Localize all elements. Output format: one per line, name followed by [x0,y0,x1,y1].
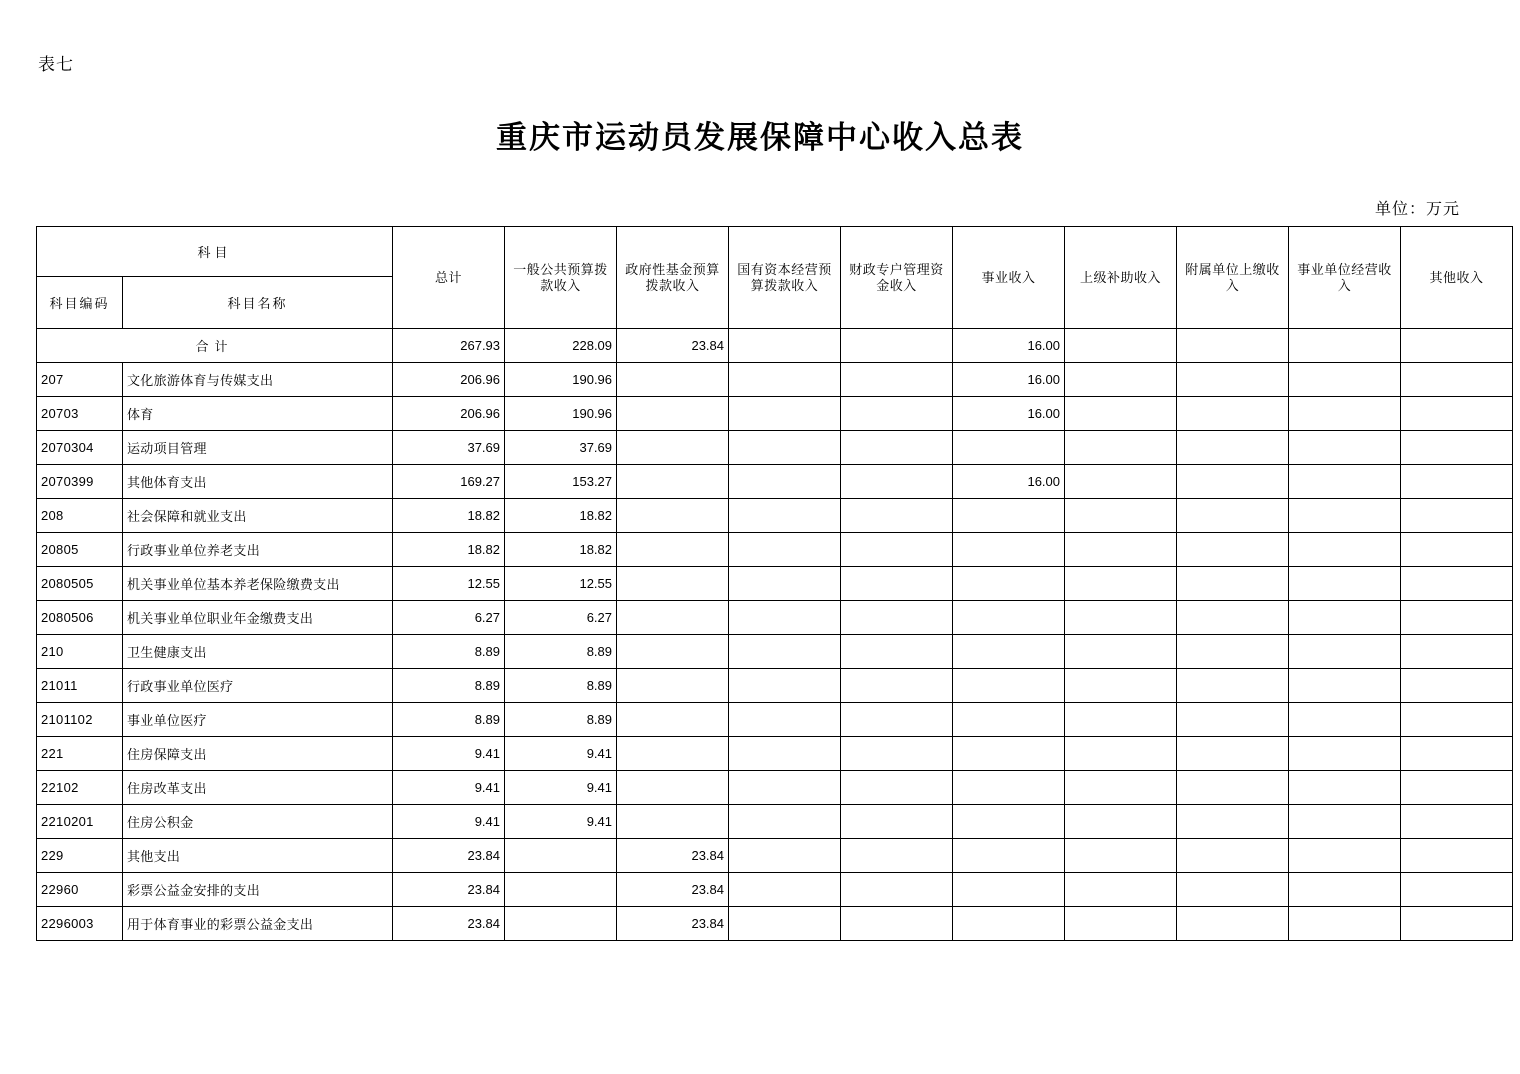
table-row [37,873,1513,907]
row-value-fiscal-special-account [841,771,953,805]
row-value-state-capital-budget [729,873,841,907]
total-row-value-total: 267.93 [393,329,505,363]
row-subject-name: 用于体育事业的彩票公益金支出 [123,907,393,941]
row-value-operating-income [1289,635,1401,669]
row-value-state-capital-budget [729,703,841,737]
row-value-operating-income [1289,873,1401,907]
row-value-fiscal-special-account [841,601,953,635]
row-value-subordinate-remittance [1177,635,1289,669]
row-value-business-income [953,635,1065,669]
row-value-total: 23.84 [393,907,505,941]
row-value-business-income [953,873,1065,907]
row-value-government-fund-budget [617,499,729,533]
row-value-superior-subsidy [1065,907,1177,941]
row-value-total: 23.84 [393,873,505,907]
table-row [37,363,1513,397]
row-value-total: 18.82 [393,533,505,567]
row-value-state-capital-budget [729,397,841,431]
row-value-business-income: 16.00 [953,397,1065,431]
row-value-government-fund-budget [617,533,729,567]
row-value-business-income [953,839,1065,873]
row-value-superior-subsidy [1065,465,1177,499]
row-value-operating-income [1289,771,1401,805]
row-value-subordinate-remittance [1177,533,1289,567]
header-col-subordinate-remittance-income: 附属单位上缴收入 [1177,227,1289,329]
table-row [37,839,1513,873]
row-value-other-income [1401,465,1513,499]
row-value-general-public-budget: 12.55 [505,567,617,601]
row-subject-code: 2296003 [37,907,123,941]
row-value-business-income [953,567,1065,601]
row-subject-code: 2210201 [37,805,123,839]
table-row [37,567,1513,601]
row-value-state-capital-budget [729,431,841,465]
row-value-total: 169.27 [393,465,505,499]
total-row-value-state-capital-budget [729,329,841,363]
row-value-fiscal-special-account [841,873,953,907]
row-value-fiscal-special-account [841,363,953,397]
row-value-superior-subsidy [1065,703,1177,737]
row-subject-code: 2080505 [37,567,123,601]
row-value-other-income [1401,669,1513,703]
row-value-general-public-budget [505,873,617,907]
row-value-business-income [953,703,1065,737]
table-row [37,737,1513,771]
row-value-government-fund-budget [617,397,729,431]
total-row-value-government-fund-budget: 23.84 [617,329,729,363]
header-row-top [37,227,1513,277]
row-value-government-fund-budget [617,771,729,805]
total-row-value-other-income [1401,329,1513,363]
row-value-general-public-budget [505,907,617,941]
row-value-government-fund-budget [617,431,729,465]
row-value-superior-subsidy [1065,635,1177,669]
row-value-subordinate-remittance [1177,465,1289,499]
row-value-government-fund-budget [617,363,729,397]
row-value-general-public-budget [505,839,617,873]
row-value-state-capital-budget [729,771,841,805]
row-subject-code: 2080506 [37,601,123,635]
row-value-fiscal-special-account [841,805,953,839]
header-col-state-capital-budget: 国有资本经营预算拨款收入 [729,227,841,329]
row-value-superior-subsidy [1065,669,1177,703]
header-subject-code: 科目编码 [37,277,123,329]
row-value-business-income [953,533,1065,567]
row-value-government-fund-budget [617,465,729,499]
row-value-subordinate-remittance [1177,431,1289,465]
row-subject-name: 其他体育支出 [123,465,393,499]
row-value-state-capital-budget [729,465,841,499]
row-value-operating-income [1289,601,1401,635]
row-value-fiscal-special-account [841,533,953,567]
row-value-subordinate-remittance [1177,567,1289,601]
table-row [37,805,1513,839]
header-col-business-income: 事业收入 [953,227,1065,329]
row-value-subordinate-remittance [1177,397,1289,431]
table-row [37,669,1513,703]
row-value-operating-income [1289,363,1401,397]
row-value-total: 206.96 [393,397,505,431]
row-subject-name: 住房改革支出 [123,771,393,805]
row-subject-name: 社会保障和就业支出 [123,499,393,533]
row-value-general-public-budget: 8.89 [505,703,617,737]
row-value-general-public-budget: 9.41 [505,805,617,839]
row-value-other-income [1401,873,1513,907]
row-subject-code: 20805 [37,533,123,567]
row-value-operating-income [1289,805,1401,839]
row-value-business-income [953,805,1065,839]
row-value-state-capital-budget [729,839,841,873]
table-row-total [37,329,1513,363]
row-value-subordinate-remittance [1177,771,1289,805]
total-row-label: 合计 [37,329,393,363]
table-row [37,601,1513,635]
row-value-superior-subsidy [1065,873,1177,907]
row-value-general-public-budget: 9.41 [505,771,617,805]
row-value-fiscal-special-account [841,465,953,499]
table-row [37,703,1513,737]
row-value-total: 8.89 [393,635,505,669]
row-value-total: 23.84 [393,839,505,873]
row-value-other-income [1401,635,1513,669]
unit-label: 单位：万元 [1374,201,1460,218]
income-summary-table-wrapper [36,226,1484,941]
row-value-operating-income [1289,907,1401,941]
row-value-total: 9.41 [393,737,505,771]
row-value-business-income: 16.00 [953,465,1065,499]
table-row [37,465,1513,499]
row-value-business-income [953,907,1065,941]
row-subject-name: 彩票公益金安排的支出 [123,873,393,907]
row-value-subordinate-remittance [1177,839,1289,873]
table-header [37,227,1513,329]
row-subject-name: 运动项目管理 [123,431,393,465]
row-value-other-income [1401,363,1513,397]
row-value-state-capital-budget [729,737,841,771]
row-subject-code: 21011 [37,669,123,703]
row-value-operating-income [1289,669,1401,703]
row-value-government-fund-budget [617,737,729,771]
row-value-state-capital-budget [729,533,841,567]
row-value-general-public-budget: 18.82 [505,499,617,533]
row-subject-code: 221 [37,737,123,771]
row-value-other-income [1401,839,1513,873]
row-value-state-capital-budget [729,635,841,669]
row-value-government-fund-budget: 23.84 [617,873,729,907]
row-value-business-income [953,499,1065,533]
row-value-fiscal-special-account [841,635,953,669]
row-value-superior-subsidy [1065,771,1177,805]
total-row-value-business-income: 16.00 [953,329,1065,363]
row-subject-name: 其他支出 [123,839,393,873]
row-value-superior-subsidy [1065,601,1177,635]
row-value-superior-subsidy [1065,567,1177,601]
row-value-business-income [953,737,1065,771]
row-value-subordinate-remittance [1177,805,1289,839]
row-value-fiscal-special-account [841,397,953,431]
row-value-total: 8.89 [393,669,505,703]
row-value-fiscal-special-account [841,669,953,703]
row-value-state-capital-budget [729,601,841,635]
row-value-state-capital-budget [729,805,841,839]
table-row [37,397,1513,431]
row-value-subordinate-remittance [1177,601,1289,635]
header-col-business-operating-income: 事业单位经营收入 [1289,227,1401,329]
row-subject-code: 229 [37,839,123,873]
row-value-other-income [1401,601,1513,635]
row-value-business-income [953,601,1065,635]
row-value-other-income [1401,703,1513,737]
row-subject-name: 事业单位医疗 [123,703,393,737]
row-value-fiscal-special-account [841,703,953,737]
row-value-other-income [1401,907,1513,941]
table-row [37,431,1513,465]
row-value-fiscal-special-account [841,499,953,533]
row-value-operating-income [1289,703,1401,737]
row-value-operating-income [1289,737,1401,771]
row-subject-name: 住房保障支出 [123,737,393,771]
total-row-value-operating-income [1289,329,1401,363]
row-value-general-public-budget: 190.96 [505,397,617,431]
row-value-state-capital-budget [729,669,841,703]
table-row [37,533,1513,567]
row-value-other-income [1401,397,1513,431]
income-summary-table [36,226,1513,941]
row-value-operating-income [1289,499,1401,533]
row-value-business-income [953,669,1065,703]
table-row [37,635,1513,669]
row-subject-code: 2101102 [37,703,123,737]
table-body [37,329,1513,941]
row-subject-name: 文化旅游体育与传媒支出 [123,363,393,397]
row-subject-code: 2070399 [37,465,123,499]
row-value-business-income [953,771,1065,805]
table-row [37,771,1513,805]
row-value-fiscal-special-account [841,907,953,941]
row-value-government-fund-budget [617,703,729,737]
row-value-total: 206.96 [393,363,505,397]
row-value-fiscal-special-account [841,431,953,465]
row-value-general-public-budget: 190.96 [505,363,617,397]
row-value-government-fund-budget: 23.84 [617,839,729,873]
row-subject-name: 住房公积金 [123,805,393,839]
row-value-superior-subsidy [1065,397,1177,431]
row-value-general-public-budget: 8.89 [505,669,617,703]
header-col-superior-subsidy-income: 上级补助收入 [1065,227,1177,329]
row-value-superior-subsidy [1065,363,1177,397]
row-value-fiscal-special-account [841,839,953,873]
row-value-superior-subsidy [1065,499,1177,533]
row-value-total: 6.27 [393,601,505,635]
row-value-general-public-budget: 6.27 [505,601,617,635]
header-subject-group: 科目 [37,227,393,277]
row-value-operating-income [1289,465,1401,499]
row-subject-code: 210 [37,635,123,669]
row-value-total: 9.41 [393,805,505,839]
row-value-superior-subsidy [1065,805,1177,839]
sheet-number-label: 表七 [38,55,74,74]
row-value-subordinate-remittance [1177,907,1289,941]
row-value-other-income [1401,431,1513,465]
row-value-business-income [953,431,1065,465]
row-value-fiscal-special-account [841,567,953,601]
row-value-operating-income [1289,567,1401,601]
row-value-general-public-budget: 37.69 [505,431,617,465]
header-subject-name: 科目名称 [123,277,393,329]
page-title: 重庆市运动员发展保障中心收入总表 [496,120,1024,155]
total-row-value-general-public-budget: 228.09 [505,329,617,363]
row-subject-code: 2070304 [37,431,123,465]
row-value-state-capital-budget [729,363,841,397]
row-subject-code: 20703 [37,397,123,431]
row-value-government-fund-budget [617,601,729,635]
row-value-superior-subsidy [1065,533,1177,567]
row-value-general-public-budget: 8.89 [505,635,617,669]
row-value-general-public-budget: 18.82 [505,533,617,567]
row-value-subordinate-remittance [1177,669,1289,703]
row-subject-name: 行政事业单位医疗 [123,669,393,703]
row-value-operating-income [1289,397,1401,431]
row-subject-name: 体育 [123,397,393,431]
row-subject-code: 207 [37,363,123,397]
row-value-other-income [1401,533,1513,567]
row-value-operating-income [1289,533,1401,567]
row-value-subordinate-remittance [1177,703,1289,737]
total-row-value-subordinate-remittance [1177,329,1289,363]
row-subject-code: 208 [37,499,123,533]
row-value-other-income [1401,771,1513,805]
row-subject-name: 机关事业单位职业年金缴费支出 [123,601,393,635]
row-value-subordinate-remittance [1177,737,1289,771]
row-value-other-income [1401,499,1513,533]
row-subject-name: 行政事业单位养老支出 [123,533,393,567]
row-value-general-public-budget: 9.41 [505,737,617,771]
header-col-general-public-budget: 一般公共预算拨款收入 [505,227,617,329]
row-value-government-fund-budget: 23.84 [617,907,729,941]
row-value-other-income [1401,737,1513,771]
row-value-superior-subsidy [1065,839,1177,873]
table-row [37,499,1513,533]
row-value-operating-income [1289,431,1401,465]
row-value-operating-income [1289,839,1401,873]
row-value-other-income [1401,805,1513,839]
row-value-total: 9.41 [393,771,505,805]
total-row-value-fiscal-special-account [841,329,953,363]
row-subject-code: 22960 [37,873,123,907]
row-subject-name: 机关事业单位基本养老保险缴费支出 [123,567,393,601]
row-value-other-income [1401,567,1513,601]
row-value-government-fund-budget [617,805,729,839]
row-value-total: 12.55 [393,567,505,601]
row-value-total: 37.69 [393,431,505,465]
row-value-state-capital-budget [729,499,841,533]
row-value-subordinate-remittance [1177,873,1289,907]
row-value-government-fund-budget [617,567,729,601]
row-value-subordinate-remittance [1177,499,1289,533]
row-value-fiscal-special-account [841,737,953,771]
row-value-government-fund-budget [617,635,729,669]
row-subject-name: 卫生健康支出 [123,635,393,669]
total-row-value-superior-subsidy [1065,329,1177,363]
row-value-subordinate-remittance [1177,363,1289,397]
row-value-total: 8.89 [393,703,505,737]
header-col-fiscal-special-account: 财政专户管理资金收入 [841,227,953,329]
row-value-total: 18.82 [393,499,505,533]
row-value-state-capital-budget [729,567,841,601]
header-col-other-income: 其他收入 [1401,227,1513,329]
row-value-government-fund-budget [617,669,729,703]
header-col-government-fund-budget: 政府性基金预算拨款收入 [617,227,729,329]
row-value-state-capital-budget [729,907,841,941]
row-value-business-income: 16.00 [953,363,1065,397]
header-col-total: 总计 [393,227,505,329]
row-subject-code: 22102 [37,771,123,805]
row-value-superior-subsidy [1065,431,1177,465]
table-row [37,907,1513,941]
row-value-general-public-budget: 153.27 [505,465,617,499]
row-value-superior-subsidy [1065,737,1177,771]
